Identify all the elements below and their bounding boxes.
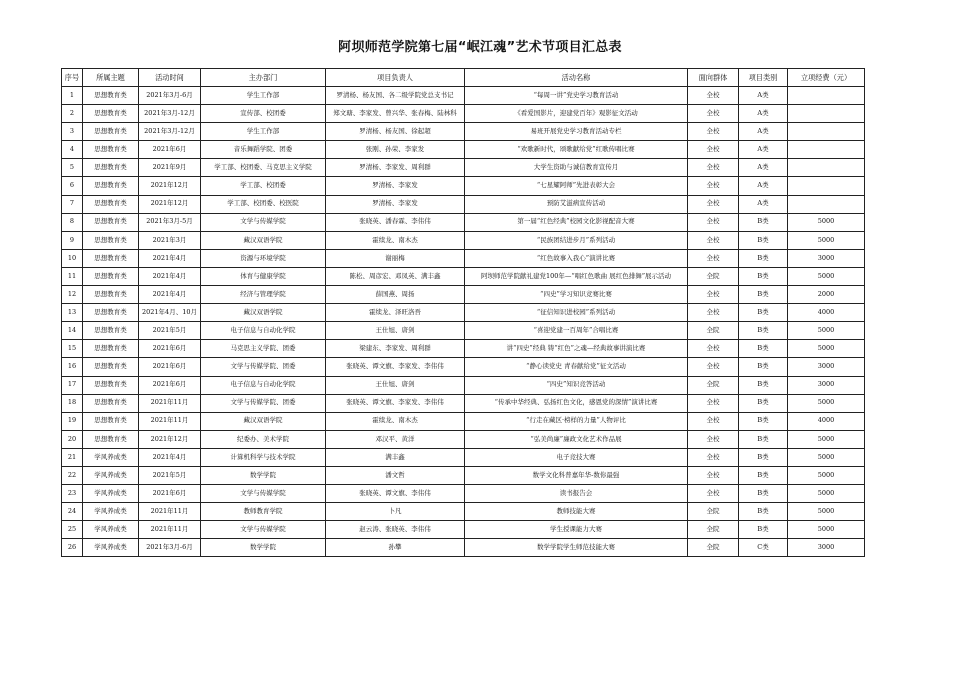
cell-category: B类 <box>739 267 788 285</box>
cell-budget <box>788 141 865 159</box>
cell-index: 11 <box>62 267 83 285</box>
document-title: 阿坝师范学院第七届“岷江魂”艺术节项目汇总表 <box>338 40 622 55</box>
cell-audience: 全校 <box>688 105 739 123</box>
cell-budget <box>788 195 865 213</box>
cell-category: B类 <box>739 322 788 340</box>
cell-index: 1 <box>62 87 83 105</box>
table-row <box>62 394 865 412</box>
cell-organizer: 计算机科学与技术学院 <box>201 448 326 466</box>
cell-theme: 思想教育类 <box>83 141 139 159</box>
cell-theme: 学风养成类 <box>83 448 139 466</box>
cell-leader: 陈松、周彦宏、邓凤英、满丰鑫 <box>326 267 465 285</box>
cell-organizer: 马克思主义学院、团委 <box>201 340 326 358</box>
project-summary-table <box>61 68 865 557</box>
cell-budget <box>788 87 865 105</box>
cell-budget: 5000 <box>788 521 865 539</box>
col-header-leader: 项目负责人 <box>326 69 465 87</box>
table-row <box>62 466 865 484</box>
cell-audience: 全校 <box>688 485 739 503</box>
cell-category: B类 <box>739 231 788 249</box>
table-row <box>62 195 865 213</box>
cell-organizer: 学生工作部 <box>201 87 326 105</box>
cell-activity: “喜迎党建一百周年”合唱比赛 <box>465 322 688 340</box>
cell-theme: 学风养成类 <box>83 466 139 484</box>
col-header-theme: 所属主题 <box>83 69 139 87</box>
cell-time: 2021年6月 <box>139 141 201 159</box>
cell-category: A类 <box>739 105 788 123</box>
cell-budget: 3000 <box>788 376 865 394</box>
cell-index: 23 <box>62 485 83 503</box>
cell-index: 24 <box>62 503 83 521</box>
col-header-category: 项目类别 <box>739 69 788 87</box>
cell-index: 5 <box>62 159 83 177</box>
cell-category: B类 <box>739 249 788 267</box>
cell-budget: 2000 <box>788 286 865 304</box>
cell-theme: 思想教育类 <box>83 105 139 123</box>
cell-leader: 罗清杨、杨友国、各二级学院党总支书记 <box>326 87 465 105</box>
cell-time: 2021年9月 <box>139 159 201 177</box>
cell-index: 19 <box>62 412 83 430</box>
cell-category: B类 <box>739 503 788 521</box>
cell-leader: 薛国燕、周扬 <box>326 286 465 304</box>
cell-time: 2021年11月 <box>139 503 201 521</box>
table-row <box>62 123 865 141</box>
cell-activity: “欢歌新时代，颂歌献给党”红歌传唱比赛 <box>465 141 688 159</box>
cell-activity: “民族团结进步月”系列活动 <box>465 231 688 249</box>
cell-organizer: 文学与传媒学院 <box>201 485 326 503</box>
table-row <box>62 105 865 123</box>
cell-category: B类 <box>739 521 788 539</box>
cell-audience: 全校 <box>688 358 739 376</box>
cell-organizer: 文学与传媒学院 <box>201 521 326 539</box>
cell-audience: 全院 <box>688 322 739 340</box>
cell-category: B类 <box>739 340 788 358</box>
col-header-organizer: 主办部门 <box>201 69 326 87</box>
cell-category: B类 <box>739 286 788 304</box>
table-row <box>62 539 865 557</box>
cell-budget: 4000 <box>788 304 865 322</box>
cell-budget: 5000 <box>788 267 865 285</box>
cell-index: 6 <box>62 177 83 195</box>
cell-theme: 思想教育类 <box>83 213 139 231</box>
cell-index: 22 <box>62 466 83 484</box>
cell-theme: 思想教育类 <box>83 394 139 412</box>
cell-organizer: 藏汉双语学院 <box>201 304 326 322</box>
cell-activity: 阿坝师范学院献礼建党100年—“唱红色歌曲 展红色排舞”展示活动 <box>465 267 688 285</box>
cell-budget: 3000 <box>788 539 865 557</box>
cell-activity: “弘美尚廉”廉政文化艺术作品展 <box>465 430 688 448</box>
cell-leader: 卜凡 <box>326 503 465 521</box>
cell-leader: 郑文瑭、李家发、曾兴华、张春梅、陆林科 <box>326 105 465 123</box>
cell-activity: “红色故事入我心”演讲比赛 <box>465 249 688 267</box>
cell-audience: 全校 <box>688 448 739 466</box>
cell-audience: 全院 <box>688 376 739 394</box>
cell-organizer: 纪委办、美术学院 <box>201 430 326 448</box>
table-row <box>62 141 865 159</box>
cell-budget: 3000 <box>788 358 865 376</box>
cell-leader: 罗清杨、李家发、周利群 <box>326 159 465 177</box>
cell-time: 2021年4月 <box>139 286 201 304</box>
cell-budget: 4000 <box>788 412 865 430</box>
cell-leader: 霍续龙、南木杰 <box>326 412 465 430</box>
cell-leader: 霍续龙、泽旺洛吾 <box>326 304 465 322</box>
table-row <box>62 485 865 503</box>
table-row <box>62 430 865 448</box>
cell-theme: 思想教育类 <box>83 430 139 448</box>
cell-organizer: 宣传部、校团委 <box>201 105 326 123</box>
cell-audience: 全校 <box>688 231 739 249</box>
cell-budget: 5000 <box>788 485 865 503</box>
cell-theme: 思想教育类 <box>83 267 139 285</box>
cell-organizer: 藏汉双语学院 <box>201 412 326 430</box>
cell-leader: 赵云涛、张晓英、李伟伟 <box>326 521 465 539</box>
cell-index: 18 <box>62 394 83 412</box>
cell-audience: 全院 <box>688 521 739 539</box>
cell-time: 2021年11月 <box>139 394 201 412</box>
cell-index: 21 <box>62 448 83 466</box>
cell-theme: 思想教育类 <box>83 376 139 394</box>
table-row <box>62 231 865 249</box>
cell-activity: 读书报告会 <box>465 485 688 503</box>
cell-category: A类 <box>739 87 788 105</box>
cell-budget: 5000 <box>788 231 865 249</box>
cell-organizer: 体育与健康学院 <box>201 267 326 285</box>
cell-time: 2021年6月 <box>139 340 201 358</box>
cell-audience: 全院 <box>688 503 739 521</box>
cell-audience: 全校 <box>688 412 739 430</box>
table-row <box>62 177 865 195</box>
col-header-time: 活动时间 <box>139 69 201 87</box>
cell-activity: 大学生资助与诚信教育宣传月 <box>465 159 688 177</box>
cell-index: 17 <box>62 376 83 394</box>
cell-audience: 全校 <box>688 340 739 358</box>
cell-theme: 思想教育类 <box>83 412 139 430</box>
cell-audience: 全校 <box>688 394 739 412</box>
cell-budget: 5000 <box>788 503 865 521</box>
cell-organizer: 文学与传媒学院 <box>201 213 326 231</box>
table-row <box>62 521 865 539</box>
cell-theme: 学风养成类 <box>83 539 139 557</box>
cell-leader: 罗清杨、杨友国、徐起超 <box>326 123 465 141</box>
cell-leader: 张晓英、潘春霖、李伟伟 <box>326 213 465 231</box>
cell-index: 4 <box>62 141 83 159</box>
cell-activity: 教师技能大赛 <box>465 503 688 521</box>
cell-time: 2021年3月-12月 <box>139 123 201 141</box>
cell-index: 16 <box>62 358 83 376</box>
cell-activity: “传承中华经典、弘扬红色文化，感恩党的深情”演讲比赛 <box>465 394 688 412</box>
cell-leader: 谢丽梅 <box>326 249 465 267</box>
cell-index: 8 <box>62 213 83 231</box>
cell-index: 12 <box>62 286 83 304</box>
cell-index: 13 <box>62 304 83 322</box>
table-row <box>62 376 865 394</box>
cell-theme: 思想教育类 <box>83 249 139 267</box>
cell-audience: 全校 <box>688 466 739 484</box>
cell-audience: 全校 <box>688 141 739 159</box>
cell-index: 25 <box>62 521 83 539</box>
cell-category: A类 <box>739 141 788 159</box>
cell-organizer: 资源与环境学院 <box>201 249 326 267</box>
cell-index: 9 <box>62 231 83 249</box>
cell-index: 7 <box>62 195 83 213</box>
cell-organizer: 电子信息与自动化学院 <box>201 376 326 394</box>
cell-leader: 罗清杨、李家发 <box>326 195 465 213</box>
table-row <box>62 87 865 105</box>
cell-budget: 5000 <box>788 340 865 358</box>
cell-activity: 数学学院学生师范技能大赛 <box>465 539 688 557</box>
cell-index: 20 <box>62 430 83 448</box>
cell-leader: 王仕旭、唐剑 <box>326 376 465 394</box>
cell-organizer: 藏汉双语学院 <box>201 231 326 249</box>
cell-leader: 满丰鑫 <box>326 448 465 466</box>
cell-budget <box>788 177 865 195</box>
cell-activity: 预防艾滋病宣传活动 <box>465 195 688 213</box>
cell-index: 3 <box>62 123 83 141</box>
cell-time: 2021年4月 <box>139 267 201 285</box>
cell-time: 2021年3月 <box>139 231 201 249</box>
table-row <box>62 503 865 521</box>
table-body <box>62 87 865 557</box>
col-header-index: 序号 <box>62 69 83 87</box>
table-row <box>62 159 865 177</box>
cell-category: B类 <box>739 448 788 466</box>
cell-audience: 全校 <box>688 123 739 141</box>
cell-activity: 数学文化科普嘉年华-数你最强 <box>465 466 688 484</box>
cell-activity: “静心读党史 青春献给党”征文活动 <box>465 358 688 376</box>
cell-category: A类 <box>739 195 788 213</box>
header-row <box>62 69 865 87</box>
cell-theme: 思想教育类 <box>83 304 139 322</box>
cell-activity: 第一届“红色经典”校园文化影视配音大赛 <box>465 213 688 231</box>
cell-organizer: 文学与传媒学院、团委 <box>201 394 326 412</box>
cell-time: 2021年4月 <box>139 448 201 466</box>
cell-category: B类 <box>739 358 788 376</box>
cell-index: 26 <box>62 539 83 557</box>
cell-budget: 5000 <box>788 322 865 340</box>
table-row <box>62 412 865 430</box>
cell-theme: 思想教育类 <box>83 358 139 376</box>
cell-audience: 全院 <box>688 539 739 557</box>
cell-theme: 学风养成类 <box>83 521 139 539</box>
cell-time: 2021年6月 <box>139 358 201 376</box>
cell-budget <box>788 159 865 177</box>
cell-time: 2021年6月 <box>139 485 201 503</box>
cell-category: A类 <box>739 159 788 177</box>
table-row <box>62 286 865 304</box>
cell-theme: 思想教育类 <box>83 231 139 249</box>
cell-time: 2021年3月-12月 <box>139 105 201 123</box>
cell-organizer: 电子信息与自动化学院 <box>201 322 326 340</box>
cell-leader: 张刚、孙荣、李家发 <box>326 141 465 159</box>
cell-activity: “四史”知识竞答活动 <box>465 376 688 394</box>
cell-time: 2021年12月 <box>139 195 201 213</box>
cell-activity: “四史”学习知识竞赛比赛 <box>465 286 688 304</box>
cell-time: 2021年4月、10月 <box>139 304 201 322</box>
table-row <box>62 448 865 466</box>
cell-time: 2021年11月 <box>139 521 201 539</box>
cell-category: B类 <box>739 304 788 322</box>
cell-audience: 全校 <box>688 249 739 267</box>
table-row <box>62 213 865 231</box>
cell-activity: “每周一讲”党史学习教育活动 <box>465 87 688 105</box>
cell-category: B类 <box>739 430 788 448</box>
cell-audience: 全校 <box>688 159 739 177</box>
cell-time: 2021年4月 <box>139 249 201 267</box>
cell-category: B类 <box>739 485 788 503</box>
cell-theme: 思想教育类 <box>83 123 139 141</box>
cell-leader: 梁建东、李家发、周利群 <box>326 340 465 358</box>
cell-category: A类 <box>739 123 788 141</box>
col-header-budget: 立项经费（元） <box>788 69 865 87</box>
cell-index: 15 <box>62 340 83 358</box>
cell-theme: 学风养成类 <box>83 503 139 521</box>
cell-budget: 5000 <box>788 394 865 412</box>
cell-category: B类 <box>739 412 788 430</box>
cell-budget: 5000 <box>788 213 865 231</box>
cell-activity: 易班开展党史学习教育活动专栏 <box>465 123 688 141</box>
cell-time: 2021年6月 <box>139 376 201 394</box>
cell-audience: 全院 <box>688 267 739 285</box>
cell-budget: 3000 <box>788 249 865 267</box>
cell-organizer: 学工部、校团委 <box>201 177 326 195</box>
table-row <box>62 267 865 285</box>
cell-theme: 思想教育类 <box>83 177 139 195</box>
cell-budget: 5000 <box>788 430 865 448</box>
cell-leader: 张晓英、谭文旗、李伟伟 <box>326 485 465 503</box>
table-row <box>62 340 865 358</box>
cell-activity: 电子竞技大赛 <box>465 448 688 466</box>
cell-leader: 霍续龙、南木杰 <box>326 231 465 249</box>
cell-time: 2021年3月-6月 <box>139 87 201 105</box>
table-row <box>62 322 865 340</box>
cell-theme: 思想教育类 <box>83 195 139 213</box>
cell-index: 14 <box>62 322 83 340</box>
cell-audience: 全校 <box>688 195 739 213</box>
cell-theme: 思想教育类 <box>83 340 139 358</box>
cell-organizer: 数学学院 <box>201 466 326 484</box>
cell-time: 2021年5月 <box>139 322 201 340</box>
cell-time: 2021年12月 <box>139 177 201 195</box>
table-row <box>62 304 865 322</box>
cell-budget: 5000 <box>788 466 865 484</box>
cell-time: 2021年11月 <box>139 412 201 430</box>
cell-theme: 思想教育类 <box>83 286 139 304</box>
cell-time: 2021年3月-6月 <box>139 539 201 557</box>
cell-index: 10 <box>62 249 83 267</box>
cell-leader: 罗清杨、李家发 <box>326 177 465 195</box>
cell-budget <box>788 123 865 141</box>
cell-audience: 全校 <box>688 304 739 322</box>
cell-time: 2021年3月-5月 <box>139 213 201 231</box>
cell-leader: 张晓英、谭文旗、李家发、李伟伟 <box>326 358 465 376</box>
cell-category: B类 <box>739 213 788 231</box>
table-row <box>62 249 865 267</box>
cell-budget <box>788 105 865 123</box>
cell-organizer: 经济与管理学院 <box>201 286 326 304</box>
cell-category: C类 <box>739 539 788 557</box>
cell-time: 2021年12月 <box>139 430 201 448</box>
cell-category: A类 <box>739 177 788 195</box>
cell-organizer: 数学学院 <box>201 539 326 557</box>
cell-leader: 王仕旭、唐剑 <box>326 322 465 340</box>
cell-theme: 思想教育类 <box>83 87 139 105</box>
cell-organizer: 学生工作部 <box>201 123 326 141</box>
cell-activity: “征信知识进校园”系列活动 <box>465 304 688 322</box>
cell-organizer: 学工部、校团委、校医院 <box>201 195 326 213</box>
cell-time: 2021年5月 <box>139 466 201 484</box>
cell-category: B类 <box>739 394 788 412</box>
col-header-audience: 面向群体 <box>688 69 739 87</box>
cell-audience: 全校 <box>688 177 739 195</box>
cell-audience: 全校 <box>688 286 739 304</box>
cell-activity: “七星耀阿师”先进表彰大会 <box>465 177 688 195</box>
table-row <box>62 358 865 376</box>
cell-leader: 邓汉平、黄洋 <box>326 430 465 448</box>
cell-activity: 《看爱国影片，迎建党百年》观影征文活动 <box>465 105 688 123</box>
cell-organizer: 文学与传媒学院、团委 <box>201 358 326 376</box>
cell-organizer: 学工部、校团委、马克思主义学院 <box>201 159 326 177</box>
col-header-activity: 活动名称 <box>465 69 688 87</box>
cell-leader: 孙攀 <box>326 539 465 557</box>
cell-theme: 思想教育类 <box>83 159 139 177</box>
cell-theme: 思想教育类 <box>83 322 139 340</box>
cell-audience: 全校 <box>688 430 739 448</box>
cell-category: B类 <box>739 376 788 394</box>
cell-category: B类 <box>739 466 788 484</box>
cell-activity: 讲“四史”经典 铸“红色”之魂—经典故事讲演比赛 <box>465 340 688 358</box>
cell-activity: 学生授课能力大赛 <box>465 521 688 539</box>
cell-budget: 5000 <box>788 448 865 466</box>
cell-organizer: 音乐舞蹈学院、团委 <box>201 141 326 159</box>
cell-theme: 学风养成类 <box>83 485 139 503</box>
cell-activity: “行走在藏区·榜样的力量”人物评比 <box>465 412 688 430</box>
cell-leader: 潘文哲 <box>326 466 465 484</box>
cell-organizer: 教师教育学院 <box>201 503 326 521</box>
cell-audience: 全校 <box>688 87 739 105</box>
cell-audience: 全校 <box>688 213 739 231</box>
cell-index: 2 <box>62 105 83 123</box>
cell-leader: 张晓英、谭文旗、李家发、李伟伟 <box>326 394 465 412</box>
